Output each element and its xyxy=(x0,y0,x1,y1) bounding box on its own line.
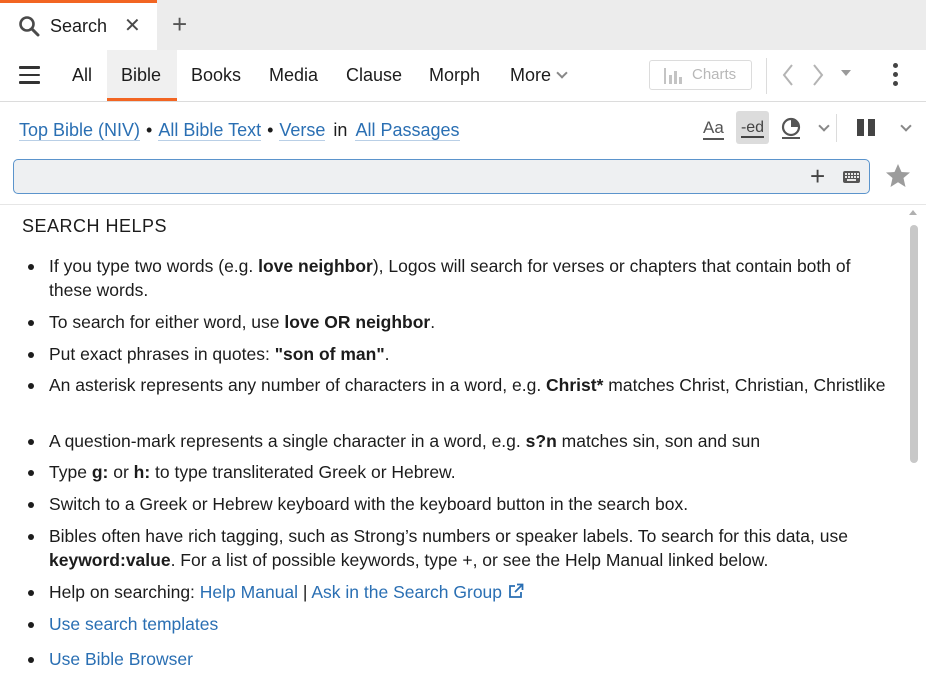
help-example: s?n xyxy=(525,431,557,451)
help-example: "son of man" xyxy=(274,344,385,364)
help-example: love neighbor xyxy=(258,256,373,276)
help-item xyxy=(49,492,894,516)
new-tab-button[interactable]: + xyxy=(172,9,188,39)
more-options-icon[interactable] xyxy=(893,63,901,89)
forward-arrow-icon[interactable] xyxy=(811,62,825,88)
toolbar-divider xyxy=(836,114,837,142)
help-item xyxy=(49,612,894,636)
toolbar-divider xyxy=(766,58,767,94)
pause-icon[interactable] xyxy=(857,119,875,136)
search-templates-link[interactable]: Use search templates xyxy=(49,614,219,634)
bible-selector[interactable]: Top Bible (NIV) xyxy=(19,120,141,140)
star-icon[interactable] xyxy=(885,163,911,189)
help-example: h: xyxy=(133,462,151,482)
chevron-down-icon[interactable] xyxy=(900,120,911,131)
scope-toolbar xyxy=(0,50,926,102)
search-group-link[interactable]: Ask in the Search Group xyxy=(311,582,503,602)
tab-all[interactable]: All xyxy=(72,65,93,85)
help-text: to type transliterated Greek or Hebrew. xyxy=(150,462,456,482)
help-item xyxy=(49,580,894,604)
hamburger-icon[interactable] xyxy=(19,66,40,84)
help-text: Switch to a Greek or Hebrew keyboard with the keyboard button in the search box. xyxy=(49,494,689,514)
help-item xyxy=(49,342,894,366)
help-text: Help on searching: xyxy=(49,582,200,602)
help-item xyxy=(49,373,894,397)
add-term-button[interactable]: + xyxy=(810,161,826,191)
word-forms-label: -ed xyxy=(740,119,765,136)
link-separator: | xyxy=(298,582,312,602)
help-text: Type xyxy=(49,462,92,482)
help-example: love OR neighbor xyxy=(284,312,431,332)
charts-label: Charts xyxy=(692,66,737,83)
bullet-separator: • xyxy=(267,120,274,140)
tab-clause[interactable]: Clause xyxy=(346,65,403,85)
tab-bible[interactable]: Bible xyxy=(121,65,162,85)
tab-books[interactable]: Books xyxy=(191,65,242,85)
keyboard-icon[interactable] xyxy=(843,171,860,183)
search-input[interactable] xyxy=(20,164,800,189)
help-item xyxy=(49,524,894,572)
match-case-button[interactable]: Aa xyxy=(703,118,724,140)
help-text: matches sin, son and sun xyxy=(556,431,761,451)
tab-strip xyxy=(0,0,926,50)
close-icon[interactable]: ✕ xyxy=(124,15,141,37)
help-text: Put exact phrases in quotes: xyxy=(49,344,275,364)
visual-filter-icon[interactable] xyxy=(780,117,804,139)
help-item xyxy=(49,647,894,671)
more-label: More xyxy=(510,65,552,85)
unit-selector[interactable]: Verse xyxy=(279,120,326,140)
search-box xyxy=(13,159,870,194)
help-item xyxy=(49,429,894,453)
bullet-separator: • xyxy=(146,120,153,140)
scroll-up-arrow-icon[interactable] xyxy=(909,210,917,215)
history-dropdown-icon[interactable] xyxy=(841,70,851,76)
help-text: or xyxy=(108,462,134,482)
charts-button[interactable] xyxy=(649,60,752,90)
bible-browser-link[interactable]: Use Bible Browser xyxy=(49,649,193,669)
match-all-word-forms-button[interactable] xyxy=(736,111,769,144)
help-text: A question-mark represents a single character in a word, e.g. xyxy=(49,431,526,451)
search-criteria xyxy=(19,118,460,142)
help-text: An asterisk represents any number of characters in a word, e.g. xyxy=(49,375,547,395)
search-helps-heading: SEARCH HELPS xyxy=(22,216,168,236)
help-item xyxy=(49,254,894,302)
chevron-down-icon[interactable] xyxy=(818,120,829,131)
help-text: matches Christ, Christian, Christlike xyxy=(603,375,886,395)
tab-morph[interactable]: Morph xyxy=(429,65,481,85)
help-text: If you type two words (e.g. xyxy=(49,256,259,276)
help-text: . xyxy=(430,312,436,332)
tab-search[interactable] xyxy=(0,0,157,50)
help-example: keyword:value xyxy=(49,550,171,570)
text-scope-selector[interactable]: All Bible Text xyxy=(158,120,262,140)
content-divider xyxy=(0,204,926,205)
tab-media[interactable]: Media xyxy=(269,65,319,85)
help-manual-link[interactable]: Help Manual xyxy=(199,582,299,602)
range-selector[interactable]: All Passages xyxy=(355,120,460,140)
help-text: ), Logos will search for verses or chapters that contain both of these words. xyxy=(49,256,851,300)
bar-chart-icon xyxy=(664,68,684,84)
back-arrow-icon[interactable] xyxy=(781,62,795,88)
help-item xyxy=(49,460,894,484)
chevron-down-icon xyxy=(556,67,567,78)
in-label: in xyxy=(333,120,348,140)
external-link-icon[interactable] xyxy=(508,583,524,599)
help-text: To search for either word, use xyxy=(49,312,285,332)
search-icon xyxy=(18,15,40,37)
more-menu[interactable] xyxy=(510,64,566,86)
scrollbar-thumb[interactable] xyxy=(910,225,918,463)
help-text: . For a list of possible keywords, type +, or see the Help Manual linked below. xyxy=(170,550,769,570)
help-example: g: xyxy=(91,462,109,482)
help-item xyxy=(49,310,894,334)
help-text: Bibles often have rich tagging, such as Strong’s numbers or speaker labels. To search for this data, use xyxy=(49,526,848,546)
help-text: . xyxy=(384,344,390,364)
help-example: Christ* xyxy=(546,375,604,395)
tab-label: Search xyxy=(50,16,108,36)
